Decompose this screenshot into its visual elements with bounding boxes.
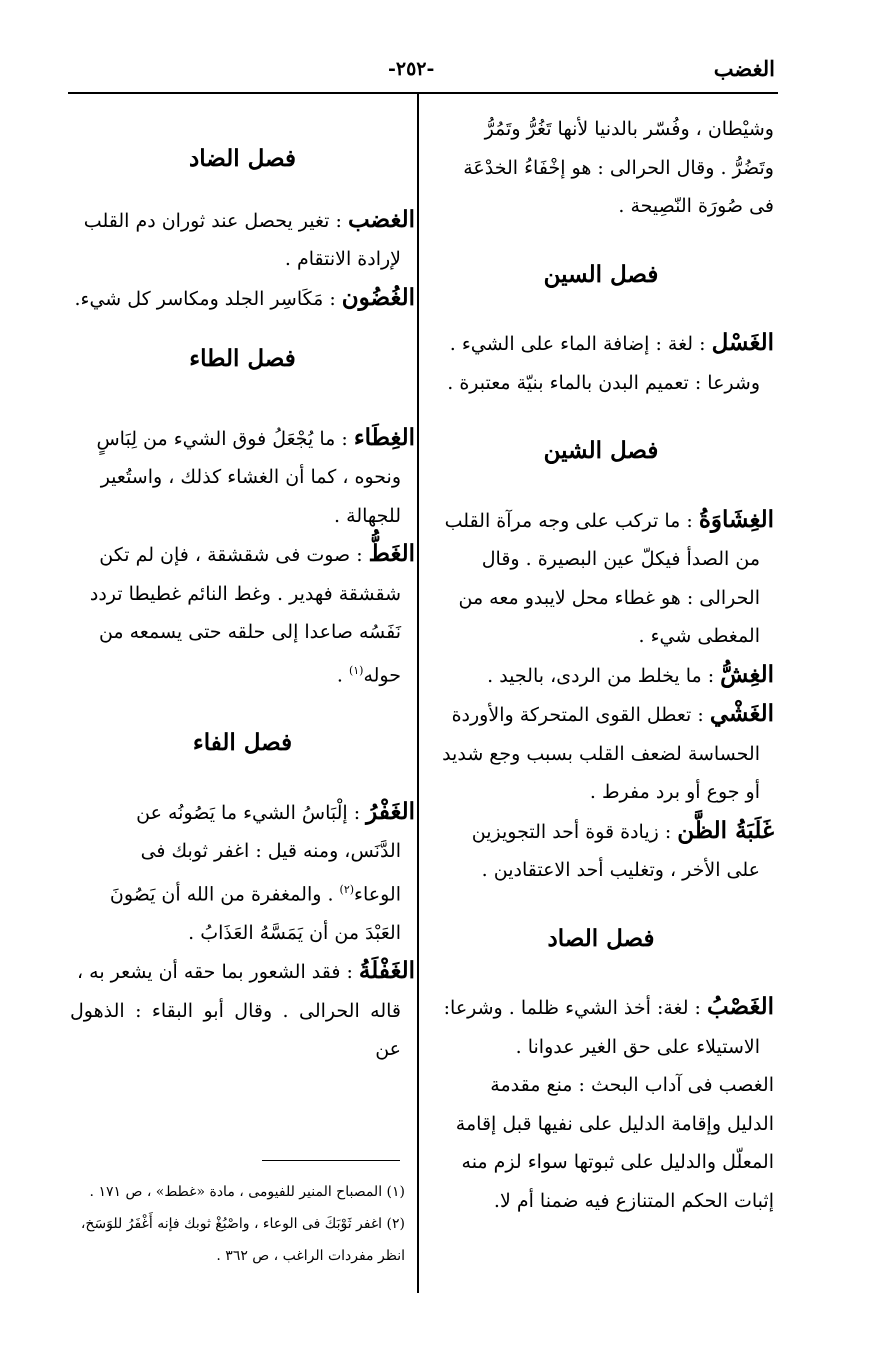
entry-text: : ما يُجْعَلُ فوق الشيء من لِبَاسٍ [96, 427, 354, 450]
text-line: وشرعا : تعميم البدن بالماء بنيّة معتبرة . [447, 371, 760, 394]
header-rule [68, 92, 778, 94]
entry-term: الغِشُّ [720, 660, 774, 688]
entry-term: الغضب [347, 205, 415, 233]
entry-ghalaba [428, 812, 774, 852]
entry-term: غَلَبَةُ الظَّن [677, 816, 774, 844]
entry-text: : تغير يحصل عند ثوران دم القلب [83, 209, 348, 232]
column-divider [417, 93, 419, 1293]
entry-ghasb [428, 988, 774, 1028]
entry-term: الغُضُون [341, 283, 415, 311]
text-fragment: الوعاء [354, 883, 401, 906]
text-fragment: حوله [363, 663, 401, 686]
entry-term: الغِطَاء [353, 423, 415, 451]
entry-term: الغَسْل [711, 329, 774, 356]
entry-term: الغَصْبُ [706, 993, 774, 1020]
right-column [428, 110, 774, 1220]
footnote-ref[interactable]: (١) [348, 663, 364, 677]
footnote-ref[interactable]: (٢) [339, 882, 355, 896]
text-line: من الصدأ فيكلّ عين البصيرة . وقال [481, 548, 760, 570]
text-line: إثبات الحكم المتنازع فيه ضمنا أم لا. [493, 1189, 774, 1212]
footnote-rule [262, 1160, 400, 1161]
footnote-1: (١) المصباح المنير للفيومى ، مادة «غطط» ، ص ١٧١ . [89, 1184, 405, 1200]
text-fragment: . [336, 663, 349, 686]
entry-ghish [428, 656, 774, 696]
entry-term: الغَفْرُ [366, 797, 415, 825]
entry-term: الغَفْلَةُ [358, 957, 415, 985]
entry-ghudun [70, 279, 415, 319]
entry-ghafr [70, 793, 415, 833]
section-heading-dad: فصل الضاد [189, 145, 296, 172]
text-line [70, 652, 415, 695]
section-heading-seen: فصل السين [543, 260, 659, 288]
text-line: فى صُورَة النّصِيحة . [618, 195, 774, 217]
text-line: نَفَسُه صاعدا إلى حلقه حتى يسمعه من [98, 621, 401, 643]
text-line: المغطى شيء . [638, 625, 760, 647]
entry-text: : تعطل القوى المتحركة والأوردة [451, 704, 710, 726]
entry-text: : إلْبَاسُ الشيء ما يَصُونُه عن [136, 801, 367, 824]
entry-ghat [70, 535, 415, 575]
text-line: وشيْطان ، وفُسّر بالدنيا لأنها تَغُرُّ وتَمُرُّ [484, 118, 774, 140]
running-head: الغضب [713, 56, 775, 81]
text-line: الدليل وإقامة الدليل على نفيها قبل إقامة [455, 1112, 774, 1135]
text-line: قاله الحرالى . وقال أبو البقاء : الذهول عن [70, 999, 401, 1061]
footnote-2-cont: انظر مفردات الراغب ، ص ٣٦٢ . [216, 1248, 405, 1264]
section-heading-ta: فصل الطاء [189, 345, 296, 372]
text-line: ونحوه ، كما أن الغشاء كذلك ، واستُعير [100, 466, 401, 488]
entry-ghita [70, 419, 415, 459]
text-line: الحرالى : هو غطاء محل لايبدو معه من [458, 586, 760, 609]
section-heading-sad: فصل الصاد [547, 924, 655, 952]
page-number: -٢٥٢- [388, 58, 435, 80]
entry-text: : مَكَاسِر الجلد ومكاسر كل شيء. [74, 287, 342, 310]
footnotes [70, 1176, 405, 1272]
footnote-2: (٢) اغفر ثَوْبَكَ فى الوعاء ، واصْبُغْ ثوبك فإنه أَغْفَرُ للوَسَخ، [80, 1216, 405, 1232]
text-line [70, 871, 415, 914]
section-heading-sheen: فصل الشين [543, 437, 659, 464]
text-line: الدَّنَس، ومنه قيل : اغفر ثوبك فى [140, 840, 401, 863]
entry-text: : ما تركب على وجه مرآة القلب [444, 509, 699, 532]
text-line: أو جوع أو برد مفرط . [589, 781, 760, 803]
entry-term: الغَطُّ [368, 540, 415, 567]
text-line: لإرادة الانتقام . [284, 248, 401, 270]
entry-ghafla [70, 952, 415, 992]
section-heading-fa: فصل الفاء [192, 729, 293, 757]
text-line: الغصب فى آداب البحث : منع مقدمة [490, 1074, 774, 1096]
left-column [70, 110, 415, 1069]
entry-text: : ما يخلط من الردى، بالجيد . [487, 664, 721, 687]
text-line: الاستيلاء على حق الغير عدوانا . [515, 1035, 760, 1058]
text-line: المعلّل والدليل على ثبوتها سواء لزم منه [461, 1151, 774, 1173]
entry-ghadab [70, 201, 415, 241]
entry-ghishawa [428, 501, 774, 541]
text-line: للجهالة . [334, 504, 401, 527]
entry-term: الغِشَاوَةُ [698, 505, 774, 533]
text-line: الحساسة لضعف القلب بسبب وجع شديد [442, 742, 760, 765]
text-line: شقشقة فهدير . وغط النائم غطيطا تردد [89, 582, 401, 605]
entry-ghashy [428, 695, 774, 735]
entry-text: : صوت فى شقشقة ، فإن لم تكن [99, 544, 369, 566]
entry-text: : فقد الشعور بما حقه أن يشعر به ، [76, 961, 359, 984]
entry-text: : لغة: أخذ الشيء ظلما . وشرعا: [443, 997, 707, 1019]
entry-text: : لغة : إضافة الماء على الشيء . [449, 333, 712, 355]
text-fragment: . والمغفرة من الله أن يَصُونَ [109, 883, 340, 906]
text-line: على الأخر ، وتغليب أحد الاعتقادين . [481, 859, 760, 881]
entry-text: : زيادة قوة أحد التجويزين [471, 820, 678, 843]
entry-ghasl [428, 324, 774, 364]
text-line: العَبْدَ من أن يَمَسَّهُ العَذَابُ . [188, 921, 401, 944]
entry-term: الغَشْي [709, 700, 774, 727]
text-line: وتَضُرُّ . وقال الحرالى : هو إخْفَاءُ الخدْعَة [463, 156, 774, 179]
